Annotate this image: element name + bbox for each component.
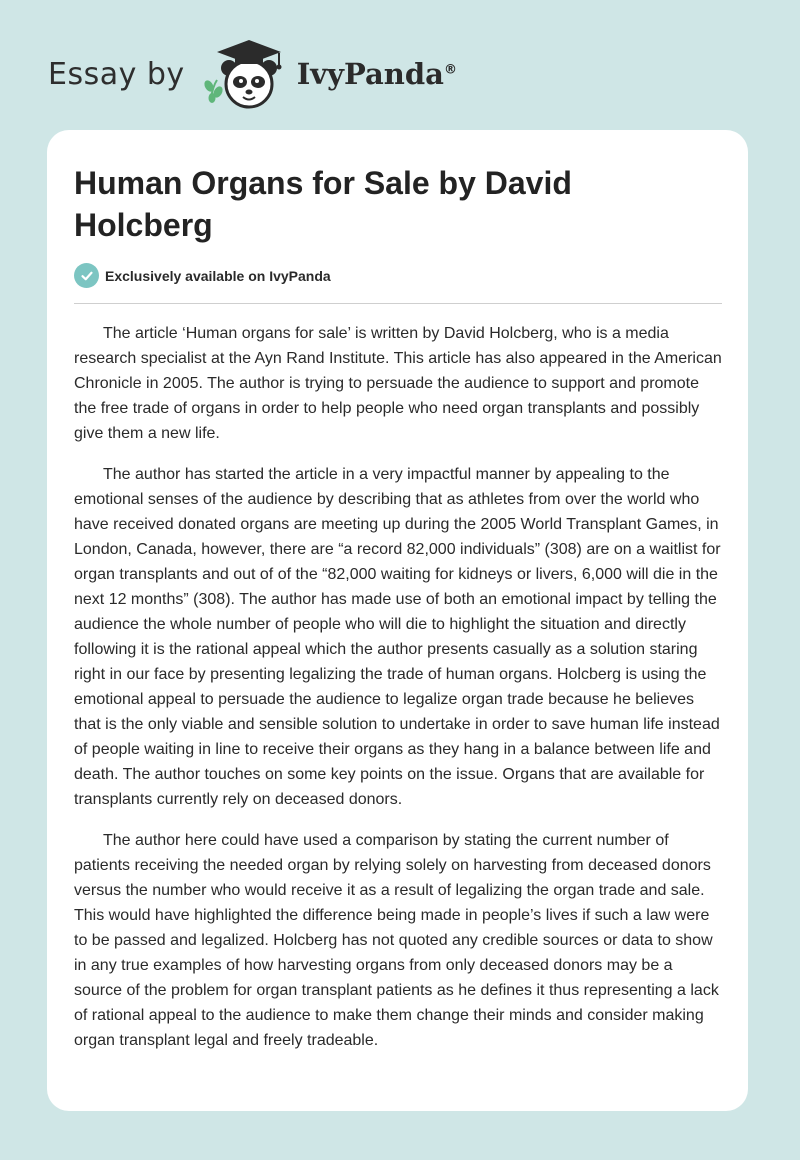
essay-paragraph: The author has started the article in a very impactful manner by appealing to the emotional senses of the audience by describing that as athletes from over the world who have received donated organs are meeting up during the 2005 World Transplant Games, in London, Canada, however, there are “a record 82,000 individuals” (308) are on a waitlist for organ transplants and out of of the “82,000 waiting for kidneys or livers, 6,000 will die in the next 12 months” (308). The author has made use of both an emotional impact by telling the audience the whole number of people who will die to highlight the situation and directly following it is the rational appeal which the author presents casually as a solution staring right in our face by presenting legalizing the trade of human organs. Holcberg is using the emotional appeal to persuade the audience to legalize organ trade because he believes that is the only viable and sensible solution to undertake in order to save human life instead of people waiting in line to receive their organs as they hang in a balance between life and death. The author touches on some key points on the issue. Organs that are available for transplants currently rely on deceased donors. [74,466,721,808]
essay-paragraph: The author here could have used a comparison by stating the current number of patients receiving the needed organ by relying solely on harvesting from deceased donors versus the number who would receive it as a result of legalizing the organ trade and sale. This would have highlighted the difference being made in people’s lives if such a law were to be passed and legalized. Holcberg has not quoted any credible sources or data to show in any true examples of how harvesting organs from only deceased donors may be a source of the problem for organ transplant patients as he defines it thus representing a lack of rational appeal to the audience to make them change their minds and consider making organ transplant legal and freely tradeable. [74,832,719,1049]
brand-header[interactable] [48,34,457,114]
brand-name [297,57,457,91]
brand-name-text: IvyPanda [296,57,444,91]
exclusive-badge-text: Exclusively available on IvyPanda [105,267,331,284]
check-circle-icon [74,263,99,288]
essay-card [47,130,748,1111]
panda-logo-icon [199,36,295,112]
brand-prefix: Essay by [48,56,185,92]
essay-body [74,321,724,1069]
exclusive-badge [74,263,331,288]
brand-registered-mark: ® [443,62,457,78]
essay-title: Human Organs for Sale by David Holcberg [74,165,572,243]
divider [74,303,722,304]
essay-paragraph: The article ‘Human organs for sale’ is written by David Holcberg, who is a media research specialist at the Ayn Rand Institute. This article has also appeared in the American Chronicle in 2005. The author is trying to persuade the audience to support and promote the free trade of organs in order to help people who need organ transplants and possibly give them a new life. [74,325,722,442]
